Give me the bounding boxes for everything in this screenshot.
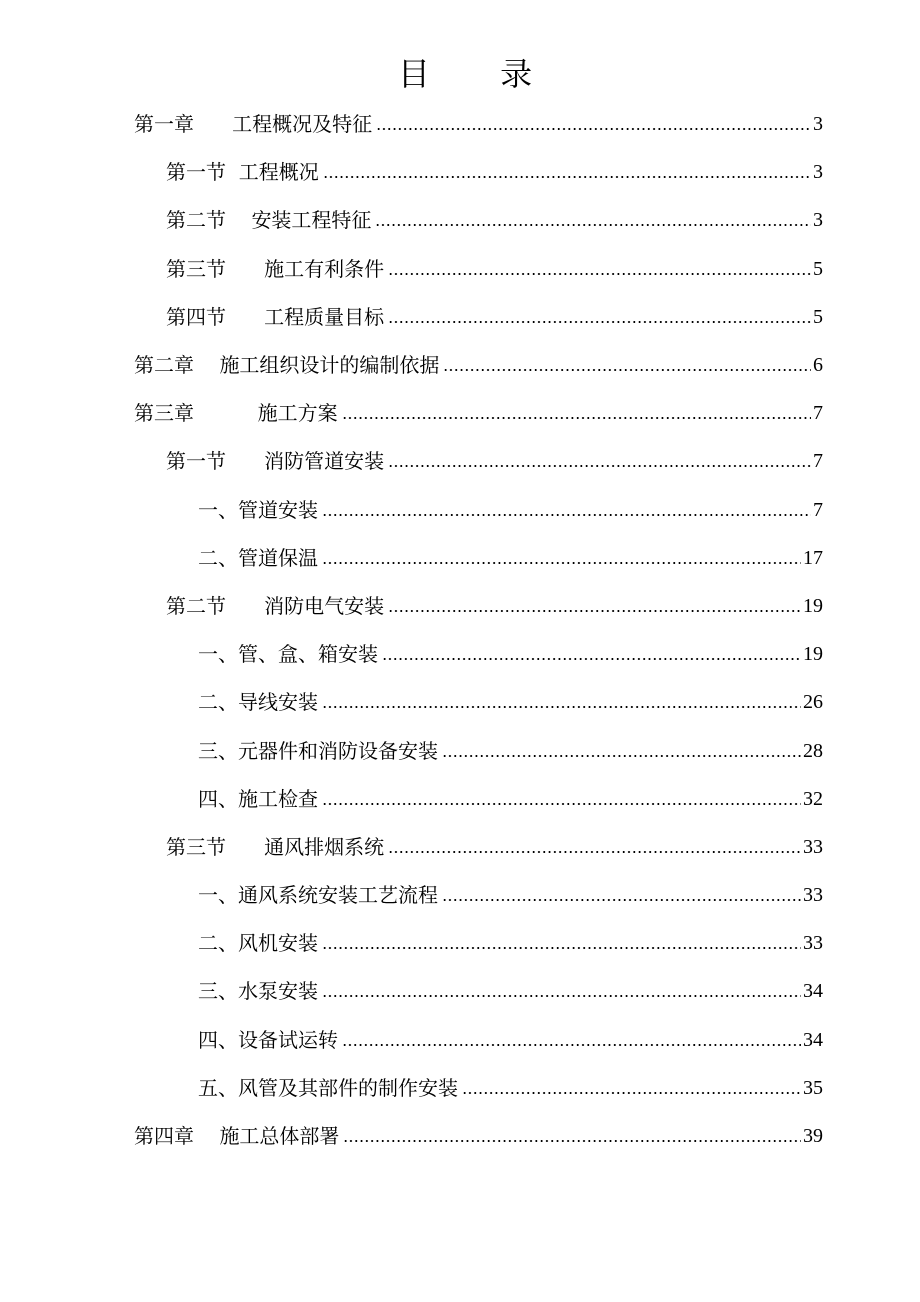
toc-entry-title: 导线安装 [238, 690, 318, 715]
toc-title: 目 录 [397, 55, 563, 93]
dot-leader [322, 803, 801, 805]
toc-entry[interactable] [0, 967, 920, 1015]
toc-entry-title: 施工组织设计的编制依据 [219, 353, 440, 378]
toc-entry-title: 风管及其部件的制作安装 [238, 1075, 458, 1100]
dot-leader [376, 128, 811, 130]
dot-leader [388, 321, 811, 323]
toc-entry-title: 工程质量目标 [264, 304, 385, 329]
toc-entry-title: 施工检查 [238, 786, 318, 811]
toc-entry-number: 四、 [198, 786, 238, 811]
toc-entry-number: 第二节 [166, 593, 226, 618]
toc-entry[interactable] [0, 919, 920, 967]
toc-entry-number: 一、 [198, 642, 238, 667]
toc-entry[interactable] [0, 486, 920, 534]
toc-entry-title: 消防电气安装 [264, 593, 385, 618]
dot-leader [343, 1140, 801, 1142]
toc-entry[interactable] [0, 389, 920, 437]
toc-entry-page-number: 6 [813, 354, 823, 377]
toc-entry-page-number: 33 [803, 932, 823, 955]
toc-entry-title: 施工方案 [257, 401, 338, 426]
dot-leader [388, 273, 811, 275]
dot-leader [322, 562, 801, 564]
toc-entry[interactable] [0, 1016, 920, 1064]
toc-entry[interactable] [0, 678, 920, 726]
toc-entry[interactable] [0, 534, 920, 582]
toc-entry-title: 施工有利条件 [264, 256, 385, 281]
toc-entry-gap [226, 582, 264, 630]
toc-entry-page-number: 3 [813, 113, 823, 136]
dot-leader [462, 1092, 801, 1094]
toc-entry-title: 消防管道安装 [264, 449, 385, 474]
toc-entry-number: 第一节 [166, 160, 226, 185]
toc-entry-title: 通风系统安装工艺流程 [238, 883, 438, 908]
toc-entry-page-number: 7 [813, 498, 823, 521]
toc-entry-page-number: 32 [803, 787, 823, 810]
toc-entry[interactable] [0, 823, 920, 871]
toc-entry[interactable] [0, 437, 920, 485]
toc-entry[interactable] [0, 630, 920, 678]
toc-entry-number: 四、 [198, 1027, 238, 1052]
toc-entry[interactable] [0, 293, 920, 341]
toc-entry-title: 管道保温 [238, 545, 318, 570]
dot-leader [375, 224, 811, 226]
toc-entry-page-number: 3 [813, 209, 823, 232]
toc-entry-page-number: 19 [803, 643, 823, 666]
toc-entry-page-number: 7 [813, 450, 823, 473]
toc-entry-number: 第三节 [166, 256, 226, 281]
toc-entry-title: 管、盒、箱安装 [238, 642, 378, 667]
toc-entry-gap [226, 196, 251, 244]
toc-entry-number: 三、 [198, 979, 238, 1004]
dot-leader [388, 851, 801, 853]
toc-entry-number: 第四章 [134, 1124, 194, 1149]
toc-entry[interactable] [0, 582, 920, 630]
toc-entry-gap [194, 100, 232, 148]
toc-entry-page-number: 34 [803, 980, 823, 1003]
toc-entry[interactable] [0, 1064, 920, 1112]
toc-entry-page-number: 28 [803, 739, 823, 762]
toc-entry[interactable] [0, 871, 920, 919]
toc-entry-page-number: 39 [803, 1125, 823, 1148]
dot-leader [442, 755, 801, 757]
toc-entry[interactable] [0, 100, 920, 148]
toc-entry-number: 第二章 [134, 353, 194, 378]
toc-entry-number: 三、 [198, 738, 238, 763]
toc-entry-page-number: 7 [813, 402, 823, 425]
toc-entry-title: 工程概况及特征 [232, 112, 373, 137]
toc-entry-page-number: 33 [803, 884, 823, 907]
toc-entry[interactable] [0, 148, 920, 196]
toc-entry-gap [226, 437, 264, 485]
toc-entry-gap [226, 148, 239, 196]
toc-entry-number: 第三章 [134, 401, 194, 426]
toc-entry-gap [194, 341, 219, 389]
toc-entry-gap [194, 389, 258, 437]
toc-entry-page-number: 26 [803, 691, 823, 714]
toc-entry-page-number: 34 [803, 1028, 823, 1051]
dot-leader [388, 610, 801, 612]
toc-entry-page-number: 5 [813, 257, 823, 280]
toc-entry-number: 第四节 [166, 304, 226, 329]
toc-entry-title: 工程概况 [238, 160, 319, 185]
toc-entry-title: 安装工程特征 [251, 208, 372, 233]
toc-entry-title: 元器件和消防设备安装 [238, 738, 438, 763]
toc-entry-number: 第一节 [166, 449, 226, 474]
dot-leader [388, 465, 811, 467]
toc-entry-title: 施工总体部署 [219, 1124, 340, 1149]
toc-entry-title: 水泵安装 [238, 979, 318, 1004]
toc-entry-number: 二、 [198, 690, 238, 715]
dot-leader [443, 369, 811, 371]
toc-entry-gap [226, 245, 264, 293]
toc-entry[interactable] [0, 341, 920, 389]
toc-entry[interactable] [0, 1112, 920, 1160]
toc-entry-title: 设备试运转 [238, 1027, 338, 1052]
dot-leader [323, 176, 811, 178]
toc-entry-number: 二、 [198, 931, 238, 956]
toc-entry-title: 通风排烟系统 [264, 834, 385, 859]
toc-entry-number: 第三节 [166, 834, 226, 859]
toc-entry-number: 二、 [198, 545, 238, 570]
toc-entry[interactable] [0, 245, 920, 293]
toc-entry-title: 管道安装 [238, 497, 318, 522]
toc-entry-page-number: 5 [813, 305, 823, 328]
toc-entry-number: 一、 [198, 883, 238, 908]
toc-entry-page-number: 35 [803, 1076, 823, 1099]
toc-entry[interactable] [0, 196, 920, 244]
toc-entry-number: 第二节 [166, 208, 226, 233]
toc-entry-page-number: 3 [813, 161, 823, 184]
dot-leader [322, 995, 801, 997]
toc-list [0, 100, 920, 1160]
toc-entry-gap [226, 823, 264, 871]
dot-leader [342, 1044, 801, 1046]
toc-entry-title: 风机安装 [238, 931, 318, 956]
toc-entry-page-number: 19 [803, 594, 823, 617]
dot-leader [322, 706, 801, 708]
toc-entry-number: 第一章 [134, 112, 194, 137]
toc-entry-page-number: 33 [803, 835, 823, 858]
toc-entry[interactable] [0, 775, 920, 823]
toc-entry-number: 五、 [198, 1075, 238, 1100]
dot-leader [322, 947, 801, 949]
toc-entry-gap [194, 1112, 219, 1160]
dot-leader [382, 658, 801, 660]
toc-entry-page-number: 17 [803, 546, 823, 569]
dot-leader [322, 514, 811, 516]
toc-entry[interactable] [0, 726, 920, 774]
dot-leader [442, 899, 801, 901]
dot-leader [342, 417, 811, 419]
toc-entry-gap [226, 293, 264, 341]
toc-entry-number: 一、 [198, 497, 238, 522]
